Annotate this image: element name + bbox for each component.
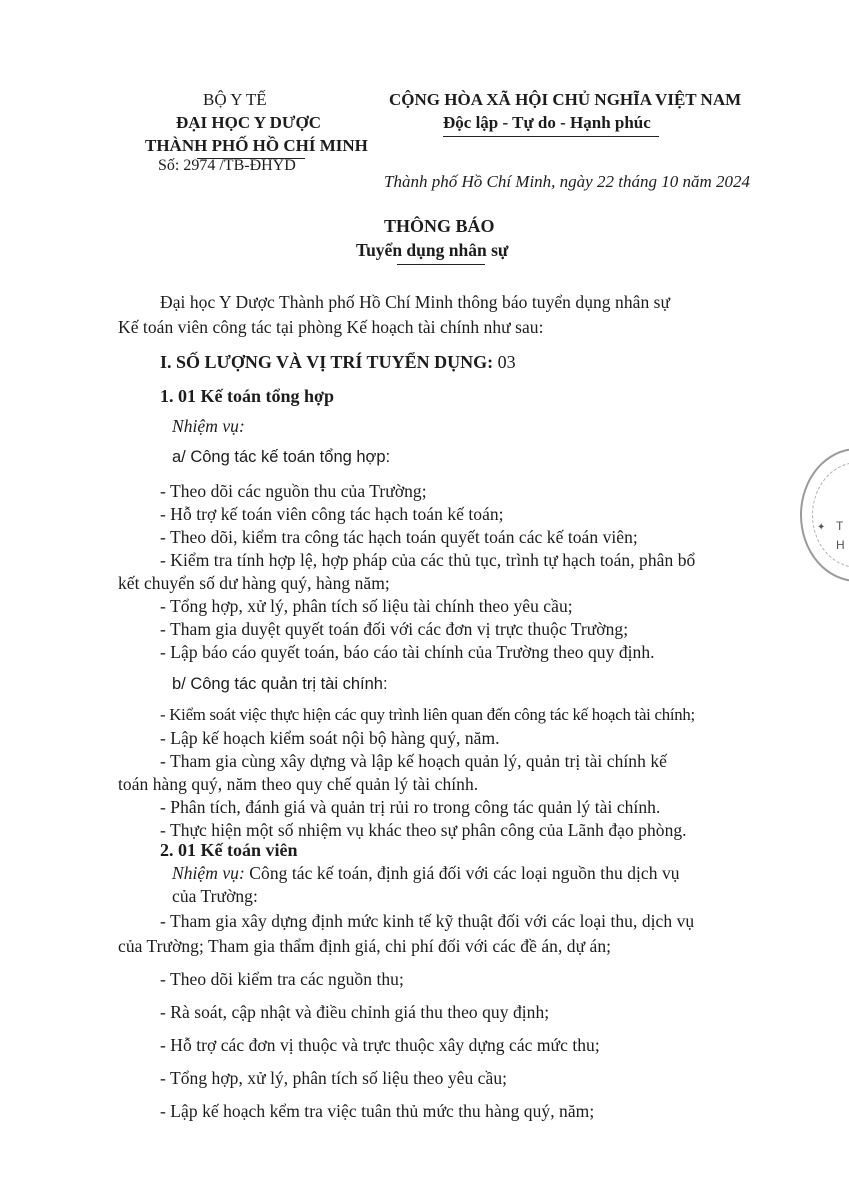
position-1-heading: 1. 01 Kế toán tổng hợp (160, 386, 334, 406)
stamp-letter-t: T (836, 519, 844, 533)
b-item-1: - Kiểm soát việc thực hiện các quy trình liên quan đến công tác kế hoạch tài chính; (160, 705, 695, 724)
position-1-group-a: a/ Công tác kế toán tổng hợp: (172, 448, 391, 466)
p2-item-1-cont: của Trường; Tham gia thẩm định giá, chi phí đối với các đề án, dự án; (118, 936, 612, 956)
university-name-line1: ĐẠI HỌC Y DƯỢC (176, 113, 321, 132)
a-item-1: - Theo dõi các nguồn thu của Trường; (160, 481, 427, 501)
b-item-3: - Tham gia cùng xây dựng và lập kế hoạch quản lý, quản trị tài chính kế (160, 751, 667, 771)
a-item-4-cont: kết chuyển số dư hàng quý, hàng năm; (118, 573, 390, 593)
section-1-count: 03 (493, 352, 516, 372)
section-1-title: I. SỐ LƯỢNG VÀ VỊ TRÍ TUYỂN DỤNG: (160, 352, 494, 372)
position-1-duty-label: Nhiệm vụ: (172, 416, 245, 436)
position-2-duty-text: Công tác kế toán, định giá đối với các loại nguồn thu dịch vụ (244, 863, 680, 883)
document-number: Số: 2974 /TB-ĐHYD (158, 157, 296, 174)
stamp-letter-h: H (836, 538, 845, 552)
position-2-heading: 2. 01 Kế toán viên (160, 840, 298, 860)
a-item-3: - Theo dõi, kiểm tra công tác hạch toán quyết toán các kế toán viên; (160, 527, 638, 547)
a-item-2: - Hỗ trợ kế toán viên công tác hạch toán kế toán; (160, 504, 504, 524)
position-2-duty-label: Nhiệm vụ: (172, 863, 245, 883)
p2-item-3: - Rà soát, cập nhật và điều chỉnh giá thu theo quy định; (160, 1002, 550, 1022)
position-1-group-b: b/ Công tác quản trị tài chính: (172, 675, 388, 693)
position-2-duty-text-cont: của Trường: (172, 886, 258, 906)
national-motto: Độc lập - Tự do - Hạnh phúc (443, 113, 651, 132)
p2-item-2: - Theo dõi kiểm tra các nguồn thu; (160, 969, 404, 989)
motto-underline (443, 136, 659, 137)
university-name-line2: THÀNH PHỐ HỒ CHÍ MINH (145, 136, 368, 155)
p2-item-4: - Hỗ trợ các đơn vị thuộc và trực thuộc xây dựng các mức thu; (160, 1035, 600, 1055)
p2-item-1: - Tham gia xây dựng định mức kinh tế kỹ thuật đối với các loại thu, dịch vụ (160, 911, 695, 931)
b-item-3-cont: toán hàng quý, năm theo quy chế quản lý tài chính. (118, 774, 479, 794)
section-1-heading (160, 352, 516, 373)
b-item-2: - Lập kế hoạch kiểm soát nội bộ hàng quý, năm. (160, 728, 500, 748)
document-title: THÔNG BÁO (384, 216, 495, 236)
document-subtitle: Tuyển dụng nhân sự (356, 240, 509, 260)
a-item-5: - Tổng hợp, xử lý, phân tích số liệu tài chính theo yêu cầu; (160, 596, 573, 616)
ministry-name: BỘ Y TẾ (203, 90, 267, 109)
a-item-7: - Lập báo cáo quyết toán, báo cáo tài chính của Trường theo quy định. (160, 642, 655, 662)
a-item-6: - Tham gia duyệt quyết toán đối với các đơn vị trực thuộc Trường; (160, 619, 629, 639)
a-item-4: - Kiểm tra tính hợp lệ, hợp pháp của các thủ tục, trình tự hạch toán, phân bổ (160, 550, 696, 570)
country-name: CỘNG HÒA XÃ HỘI CHỦ NGHĨA VIỆT NAM (389, 90, 742, 109)
b-item-4: - Phân tích, đánh giá và quản trị rủi ro trong công tác quản lý tài chính. (160, 797, 661, 817)
subtitle-underline (397, 264, 485, 265)
b-item-5: - Thực hiện một số nhiệm vụ khác theo sự phân công của Lãnh đạo phòng. (160, 820, 687, 840)
intro-line-2: Kế toán viên công tác tại phòng Kế hoạch tài chính như sau: (118, 317, 544, 337)
place-and-date: Thành phố Hồ Chí Minh, ngày 22 tháng 10 năm 2024 (384, 172, 750, 191)
intro-line-1: Đại học Y Dược Thành phố Hồ Chí Minh thông báo tuyển dụng nhân sự (160, 292, 671, 312)
position-2-duty (172, 863, 680, 884)
p2-item-5: - Tổng hợp, xử lý, phân tích số liệu theo yêu cầu; (160, 1068, 508, 1088)
stamp-star-icon: ✦ (817, 522, 826, 533)
p2-item-6: - Lập kế hoạch kểm tra việc tuân thủ mức thu hàng quý, năm; (160, 1101, 595, 1121)
